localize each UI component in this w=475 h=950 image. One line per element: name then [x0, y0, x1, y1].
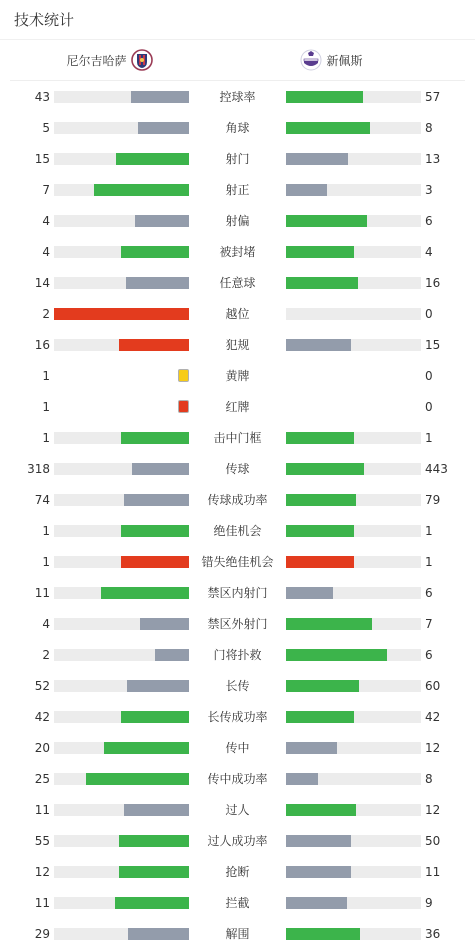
- stat-row: [0, 87, 475, 107]
- away-stat-value: 12: [425, 741, 441, 755]
- home-stat-bar: [54, 649, 189, 661]
- stat-label: 射门: [225, 152, 250, 166]
- away-stat-bar-fill: [286, 246, 354, 258]
- stat-label: 控球率: [219, 90, 256, 104]
- away-stat-bar: [286, 618, 421, 630]
- stat-row: [0, 676, 475, 696]
- away-stat-bar: [286, 897, 421, 909]
- away-stat-bar: [286, 804, 421, 816]
- away-stat-value: 6: [425, 214, 433, 228]
- home-stat-bar: [54, 773, 189, 785]
- away-stat-bar: [286, 649, 421, 661]
- away-stat-bar: [286, 215, 421, 227]
- home-stat-value: 43: [34, 90, 50, 104]
- away-stat-value: 4: [425, 245, 433, 259]
- away-stat-value: 443: [425, 462, 448, 476]
- away-stat-bar-fill: [286, 587, 333, 599]
- home-stat-bar: [54, 804, 189, 816]
- away-stat-value: 6: [425, 586, 433, 600]
- home-stat-bar: [54, 277, 189, 289]
- yellow-card-icon: [178, 369, 189, 382]
- away-stat-value: 36: [425, 927, 441, 941]
- home-stat-bar: [54, 866, 189, 878]
- away-stat-bar-fill: [286, 525, 354, 537]
- home-stat-bar: [54, 308, 189, 320]
- home-stat-bar-fill: [86, 773, 189, 785]
- away-stat-value: 1: [425, 555, 433, 569]
- stat-label: 射偏: [225, 214, 250, 228]
- away-stat-bar-fill: [286, 215, 367, 227]
- away-stat-bar: [286, 91, 421, 103]
- away-stat-value: 7: [425, 617, 433, 631]
- away-stat-bar: [286, 773, 421, 785]
- home-stat-value: 55: [34, 834, 50, 848]
- away-stat-bar: [286, 432, 421, 444]
- stat-row: [0, 707, 475, 727]
- stat-label: 过人成功率: [207, 834, 268, 848]
- stat-row: [0, 459, 475, 479]
- away-stat-bar: [286, 463, 421, 475]
- away-stat-bar: [286, 184, 421, 196]
- home-stat-bar-fill: [124, 494, 189, 506]
- away-stat-value: 0: [425, 400, 433, 414]
- home-stat-bar: [54, 494, 189, 506]
- away-stat-bar-fill: [286, 866, 351, 878]
- home-stat-value: 11: [34, 896, 50, 910]
- stat-label: 红牌: [225, 400, 250, 414]
- stat-row: [0, 738, 475, 758]
- home-stat-bar: [54, 122, 189, 134]
- stat-row: [0, 304, 475, 324]
- stat-label: 击中门框: [213, 431, 262, 445]
- home-stat-bar-fill: [101, 587, 189, 599]
- stat-label: 射正: [225, 183, 250, 197]
- stat-row: [0, 769, 475, 789]
- away-stat-bar-fill: [286, 339, 351, 351]
- home-stat-value: 12: [34, 865, 50, 879]
- stat-label: 过人: [225, 803, 250, 817]
- home-stat-bar: [54, 680, 189, 692]
- stat-row: [0, 614, 475, 634]
- home-stat-value: 42: [34, 710, 50, 724]
- stat-row: [0, 862, 475, 882]
- home-stat-bar-fill: [127, 680, 189, 692]
- home-stat-bar: [54, 835, 189, 847]
- away-team-crest-icon: [300, 49, 322, 71]
- stat-row: [0, 924, 475, 944]
- home-stat-bar: [54, 184, 189, 196]
- home-stat-bar-fill: [116, 153, 189, 165]
- home-stat-value: 4: [42, 214, 50, 228]
- away-stat-bar: [286, 587, 421, 599]
- away-stat-bar: [286, 122, 421, 134]
- home-stat-value: 1: [42, 400, 50, 414]
- away-stat-value: 15: [425, 338, 441, 352]
- away-stat-bar-fill: [286, 711, 354, 723]
- stat-row: [0, 118, 475, 138]
- away-stat-bar-fill: [286, 835, 351, 847]
- home-stat-value: 1: [42, 369, 50, 383]
- stat-row: [0, 335, 475, 355]
- away-stat-bar-fill: [286, 432, 354, 444]
- away-stat-value: 6: [425, 648, 433, 662]
- home-stat-bar: [54, 742, 189, 754]
- stat-label: 禁区内射门: [207, 586, 268, 600]
- stat-label: 解围: [225, 927, 250, 941]
- stat-row: [0, 428, 475, 448]
- away-stat-bar: [286, 308, 421, 320]
- away-stat-bar-fill: [286, 680, 359, 692]
- away-stat-value: 0: [425, 307, 433, 321]
- home-stat-bar-fill: [115, 897, 189, 909]
- home-stat-bar-fill: [94, 184, 189, 196]
- stat-row: [0, 490, 475, 510]
- stat-row: [0, 397, 475, 417]
- home-stat-bar: [54, 587, 189, 599]
- away-stat-bar: [286, 494, 421, 506]
- home-stat-value: 1: [42, 555, 50, 569]
- stat-label: 传球成功率: [207, 493, 268, 507]
- stat-label: 错失绝佳机会: [201, 555, 274, 569]
- away-stat-value: 1: [425, 524, 433, 538]
- away-stat-bar-fill: [286, 184, 327, 196]
- away-team[interactable]: [238, 49, 466, 71]
- home-stat-bar-fill: [119, 339, 189, 351]
- red-card-icon: [178, 400, 189, 413]
- away-stat-value: 8: [425, 121, 433, 135]
- away-stat-bar: [286, 525, 421, 537]
- stat-label: 越位: [225, 307, 250, 321]
- home-stat-bar: [54, 91, 189, 103]
- stat-label: 拦截: [225, 896, 250, 910]
- home-stat-value: 4: [42, 245, 50, 259]
- away-stat-bar-fill: [286, 618, 372, 630]
- away-team-name: 新佩斯: [326, 53, 363, 68]
- home-stat-value: 318: [27, 462, 50, 476]
- away-stat-bar-fill: [286, 897, 347, 909]
- stat-label: 门将扑救: [213, 648, 262, 662]
- home-stat-bar-fill: [121, 432, 189, 444]
- home-stat-bar-fill: [121, 246, 189, 258]
- away-stat-value: 16: [425, 276, 441, 290]
- home-stat-bar-fill: [119, 866, 189, 878]
- away-stat-bar: [286, 680, 421, 692]
- away-stat-value: 60: [425, 679, 441, 693]
- away-stat-bar: [286, 835, 421, 847]
- away-stat-bar: [286, 866, 421, 878]
- away-stat-value: 8: [425, 772, 433, 786]
- home-stat-bar: [54, 246, 189, 258]
- home-stat-bar: [54, 339, 189, 351]
- stat-row: [0, 180, 475, 200]
- stat-label: 黄牌: [225, 369, 250, 383]
- home-stat-bar-fill: [128, 928, 189, 940]
- away-stat-bar-fill: [286, 556, 354, 568]
- home-stat-value: 1: [42, 524, 50, 538]
- home-stat-value: 5: [42, 121, 50, 135]
- away-stat-value: 50: [425, 834, 441, 848]
- away-stat-bar-fill: [286, 277, 358, 289]
- stat-row: [0, 893, 475, 913]
- home-stat-bar: [54, 432, 189, 444]
- home-stat-bar-fill: [54, 308, 189, 320]
- away-stat-value: 1: [425, 431, 433, 445]
- away-stat-bar: [286, 339, 421, 351]
- home-stat-bar: [54, 463, 189, 475]
- home-stat-bar: [54, 215, 189, 227]
- home-stat-bar-fill: [121, 556, 189, 568]
- away-stat-bar: [286, 928, 421, 940]
- away-stat-value: 42: [425, 710, 441, 724]
- stat-row: [0, 831, 475, 851]
- stat-label: 任意球: [219, 276, 256, 290]
- home-stat-value: 11: [34, 803, 50, 817]
- away-stat-bar: [286, 246, 421, 258]
- away-stat-bar: [286, 277, 421, 289]
- home-stat-value: 15: [34, 152, 50, 166]
- stat-label: 被封堵: [219, 245, 256, 259]
- home-stat-bar-fill: [126, 277, 189, 289]
- away-stat-bar-fill: [286, 153, 348, 165]
- home-stat-value: 2: [42, 648, 50, 662]
- away-stat-bar-fill: [286, 494, 356, 506]
- home-stat-value: 74: [34, 493, 50, 507]
- away-stat-value: 79: [425, 493, 441, 507]
- away-stat-bar-fill: [286, 773, 318, 785]
- home-stat-bar: [54, 153, 189, 165]
- home-stat-bar: [54, 618, 189, 630]
- away-stat-value: 0: [425, 369, 433, 383]
- stat-label: 传球: [225, 462, 250, 476]
- stat-row: [0, 645, 475, 665]
- stat-row: [0, 211, 475, 231]
- away-stat-bar-fill: [286, 122, 370, 134]
- home-team-crest-icon: [131, 49, 153, 71]
- home-stat-value: 4: [42, 617, 50, 631]
- stat-row: [0, 583, 475, 603]
- stat-label: 传中成功率: [207, 772, 268, 786]
- home-stat-bar-fill: [135, 215, 189, 227]
- home-stat-bar-fill: [121, 711, 189, 723]
- stat-row: [0, 149, 475, 169]
- stat-label: 犯规: [225, 338, 250, 352]
- home-stat-bar-fill: [124, 804, 189, 816]
- away-stat-bar: [286, 742, 421, 754]
- away-stat-value: 57: [425, 90, 441, 104]
- away-stat-bar-fill: [286, 649, 387, 661]
- page-title: 技术统计: [14, 11, 75, 29]
- home-stat-value: 11: [34, 586, 50, 600]
- away-stat-bar-fill: [286, 928, 360, 940]
- home-stat-bar-fill: [131, 91, 189, 103]
- stat-label: 禁区外射门: [207, 617, 268, 631]
- home-stat-bar-fill: [155, 649, 189, 661]
- away-stat-value: 3: [425, 183, 433, 197]
- home-stat-bar-fill: [140, 618, 189, 630]
- home-stat-bar: [54, 897, 189, 909]
- home-team[interactable]: [10, 49, 238, 71]
- home-stat-bar-fill: [132, 463, 189, 475]
- away-stat-bar-fill: [286, 463, 364, 475]
- home-stat-value: 52: [34, 679, 50, 693]
- home-stat-value: 20: [34, 741, 50, 755]
- stat-label: 绝佳机会: [213, 524, 262, 538]
- stat-row: [0, 273, 475, 293]
- home-stat-bar-fill: [138, 122, 189, 134]
- home-stat-value: 14: [34, 276, 50, 290]
- away-stat-value: 9: [425, 896, 433, 910]
- home-stat-value: 7: [42, 183, 50, 197]
- home-stat-bar: [54, 525, 189, 537]
- teams-row: [10, 40, 465, 81]
- home-stat-value: 1: [42, 431, 50, 445]
- home-stat-bar-fill: [121, 525, 189, 537]
- home-stat-value: 16: [34, 338, 50, 352]
- stat-row: [0, 521, 475, 541]
- stat-label: 传中: [225, 741, 250, 755]
- away-stat-value: 13: [425, 152, 441, 166]
- away-stat-bar-fill: [286, 804, 356, 816]
- home-stat-value: 29: [34, 927, 50, 941]
- away-stat-bar: [286, 153, 421, 165]
- stat-label: 长传: [225, 679, 250, 693]
- stat-row: [0, 552, 475, 572]
- home-stat-value: 2: [42, 307, 50, 321]
- stat-label: 抢断: [225, 865, 250, 879]
- away-stat-bar: [286, 556, 421, 568]
- home-stat-bar: [54, 711, 189, 723]
- away-stat-value: 12: [425, 803, 441, 817]
- home-stat-bar-fill: [119, 835, 189, 847]
- home-team-name: 尼尔吉哈萨: [66, 53, 127, 68]
- stat-row: [0, 800, 475, 820]
- stat-row: [0, 242, 475, 262]
- home-stat-value: 25: [34, 772, 50, 786]
- home-stat-bar-fill: [104, 742, 189, 754]
- stat-label: 角球: [225, 121, 250, 135]
- stat-row: [0, 366, 475, 386]
- stat-label: 长传成功率: [207, 710, 268, 724]
- away-stat-value: 11: [425, 865, 441, 879]
- away-stat-bar-fill: [286, 91, 363, 103]
- home-stat-bar: [54, 928, 189, 940]
- away-stat-bar: [286, 711, 421, 723]
- away-stat-bar-fill: [286, 742, 337, 754]
- stats-header: [0, 0, 475, 40]
- home-stat-bar: [54, 556, 189, 568]
